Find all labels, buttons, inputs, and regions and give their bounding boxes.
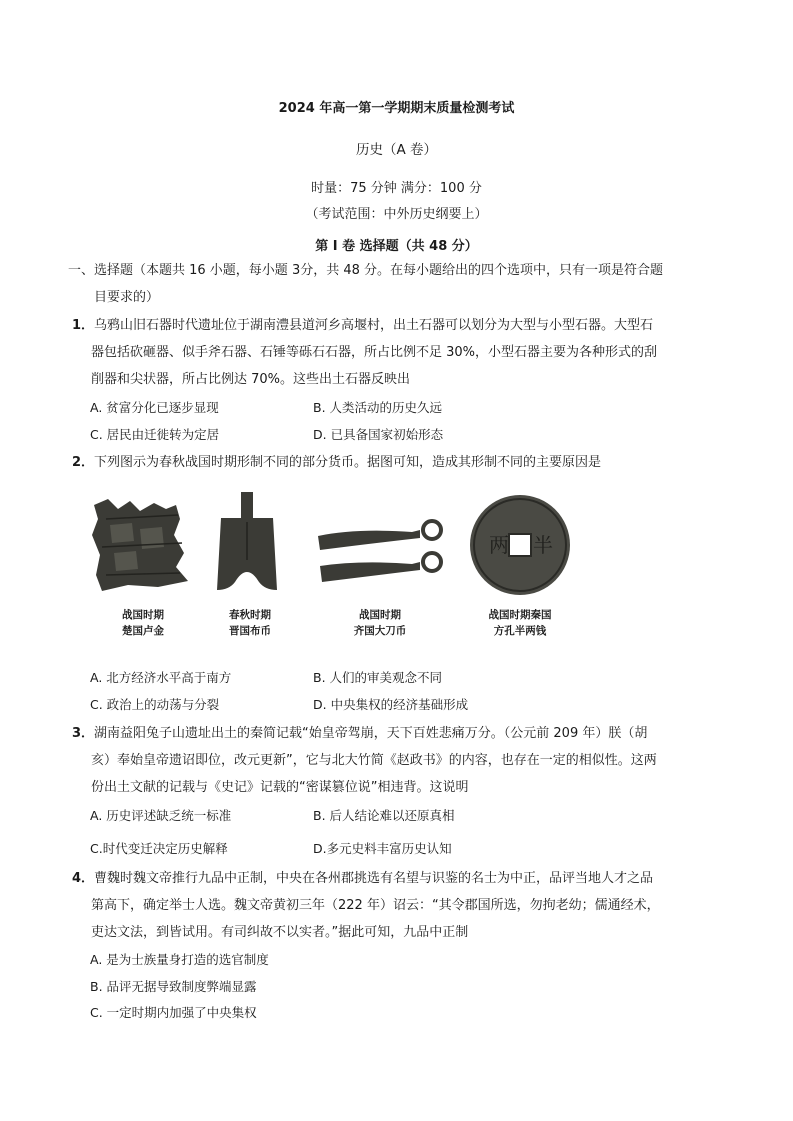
question-number: 2．: [72, 455, 95, 470]
exam-subject: 历史（A 卷）: [355, 142, 438, 158]
question-1-line2: 器包括砍砸器、似手斧石器、石锤等砾石石器，所占比例不足 30%，小型石器主要为各种形式的刮: [91, 345, 658, 360]
exam-time-score: 时量：75 分钟 满分：100 分: [311, 181, 482, 196]
q3-option-b[interactable]: B. 后人结论难以还原真相: [313, 808, 455, 823]
q2-option-d[interactable]: D. 中央集权的经济基础形成: [313, 697, 469, 712]
coin-char-liang: 两: [489, 533, 509, 557]
section-instructions-line2: 目要求的）: [94, 290, 160, 305]
q3-option-d[interactable]: D.多元史料丰富历史认知: [313, 841, 452, 856]
chu-gold-coin-image: [88, 495, 198, 595]
question-3-line3: 份出土文献的记载与《史记》记载的“密谋篡位说”相违背。这说明: [91, 780, 469, 795]
q4-option-b[interactable]: B. 品评无据导致制度弊端显露: [90, 979, 257, 994]
question-4-line2: 第高下，确定举士人选。魏文帝黄初三年（222 年）诏云：“其令郡国所选，勿拘老幼；儒通经术，: [91, 898, 660, 913]
question-number: 4．: [72, 871, 95, 886]
q2-option-b[interactable]: B. 人们的审美观念不同: [313, 670, 443, 685]
exam-title: 2024 年高一第一学期期末质量检测考试: [278, 101, 515, 116]
question-4: [72, 870, 653, 888]
question-1: [72, 317, 653, 335]
jin-spade-coin-image: [207, 490, 287, 595]
q4-option-a[interactable]: A. 是为士族量身打造的选官制度: [90, 952, 269, 967]
caption-jin: 春秋时期 晋国布币: [229, 609, 271, 637]
q2-option-a[interactable]: A. 北方经济水平高于南方: [90, 670, 232, 685]
caption-qi: 战国时期 齐国大刀币: [353, 609, 407, 637]
question-3-line2: 亥）奉始皇帝遗诏即位，改元更新”，它与北大竹简《赵政书》的内容，也存在一定的相似性。这两: [91, 753, 657, 768]
q2-option-c[interactable]: C. 政治上的动荡与分裂: [90, 697, 220, 712]
caption-qin: 战国时期秦国 方孔半两钱: [488, 609, 552, 637]
q4-option-c[interactable]: C. 一定时期内加强了中央集权: [90, 1005, 257, 1020]
part-heading: 第 I 卷 选择题（共 48 分）: [315, 239, 478, 254]
coin-char-ban: 半: [533, 533, 553, 557]
q1-option-a[interactable]: A. 贫富分化已逐步显现: [90, 400, 219, 415]
q1-option-b[interactable]: B. 人类活动的历史久远: [313, 400, 443, 415]
question-text: 湖南益阳兔子山遗址出土的秦简记载“始皇帝驾崩，天下百姓悲痛万分。（公元前 209 年）朕（胡: [94, 726, 648, 741]
qi-knife-coin-image: [316, 510, 446, 590]
question-1-line3: 削器和尖状器，所占比例达 70%。这些出土石器反映出: [91, 372, 411, 387]
q1-option-d[interactable]: D. 已具备国家初始形态: [313, 427, 444, 442]
question-text: 曹魏时魏文帝推行九品中正制，中央在各州郡挑选有名望与识鉴的名士为中正，品评当地人才之品: [94, 871, 654, 886]
question-4-line3: 吏达文法，到皆试用。有司纠故不以实者。”据此可知，九品中正制: [91, 925, 469, 940]
question-number: 1．: [72, 318, 95, 333]
question-text: 乌鸦山旧石器时代遗址位于湖南澧县道河乡高堰村，出土石器可以划分为大型与小型石器。大型石: [94, 318, 654, 333]
q3-option-c[interactable]: C.时代变迁决定历史解释: [90, 841, 228, 856]
section-instructions-line1: 一、选择题（本题共 16 小题，每小题 3分，共 48 分。在每小题给出的四个选项中，只有一项是符合题: [68, 263, 664, 278]
caption-chu: 战国时期 楚国卢金: [122, 609, 164, 637]
exam-range: （考试范围：中外历史纲要上）: [305, 207, 488, 222]
question-number: 3．: [72, 726, 95, 741]
question-3: [72, 725, 647, 743]
q1-option-c[interactable]: C. 居民由迁徙转为定居: [90, 427, 220, 442]
q3-option-a[interactable]: A. 历史评述缺乏统一标准: [90, 808, 232, 823]
question-text: 下列图示为春秋战国时期形制不同的部分货币。据图可知，造成其形制不同的主要原因是: [94, 455, 602, 470]
qin-ban-liang-coin-image: [465, 490, 575, 600]
question-2: [72, 454, 601, 472]
